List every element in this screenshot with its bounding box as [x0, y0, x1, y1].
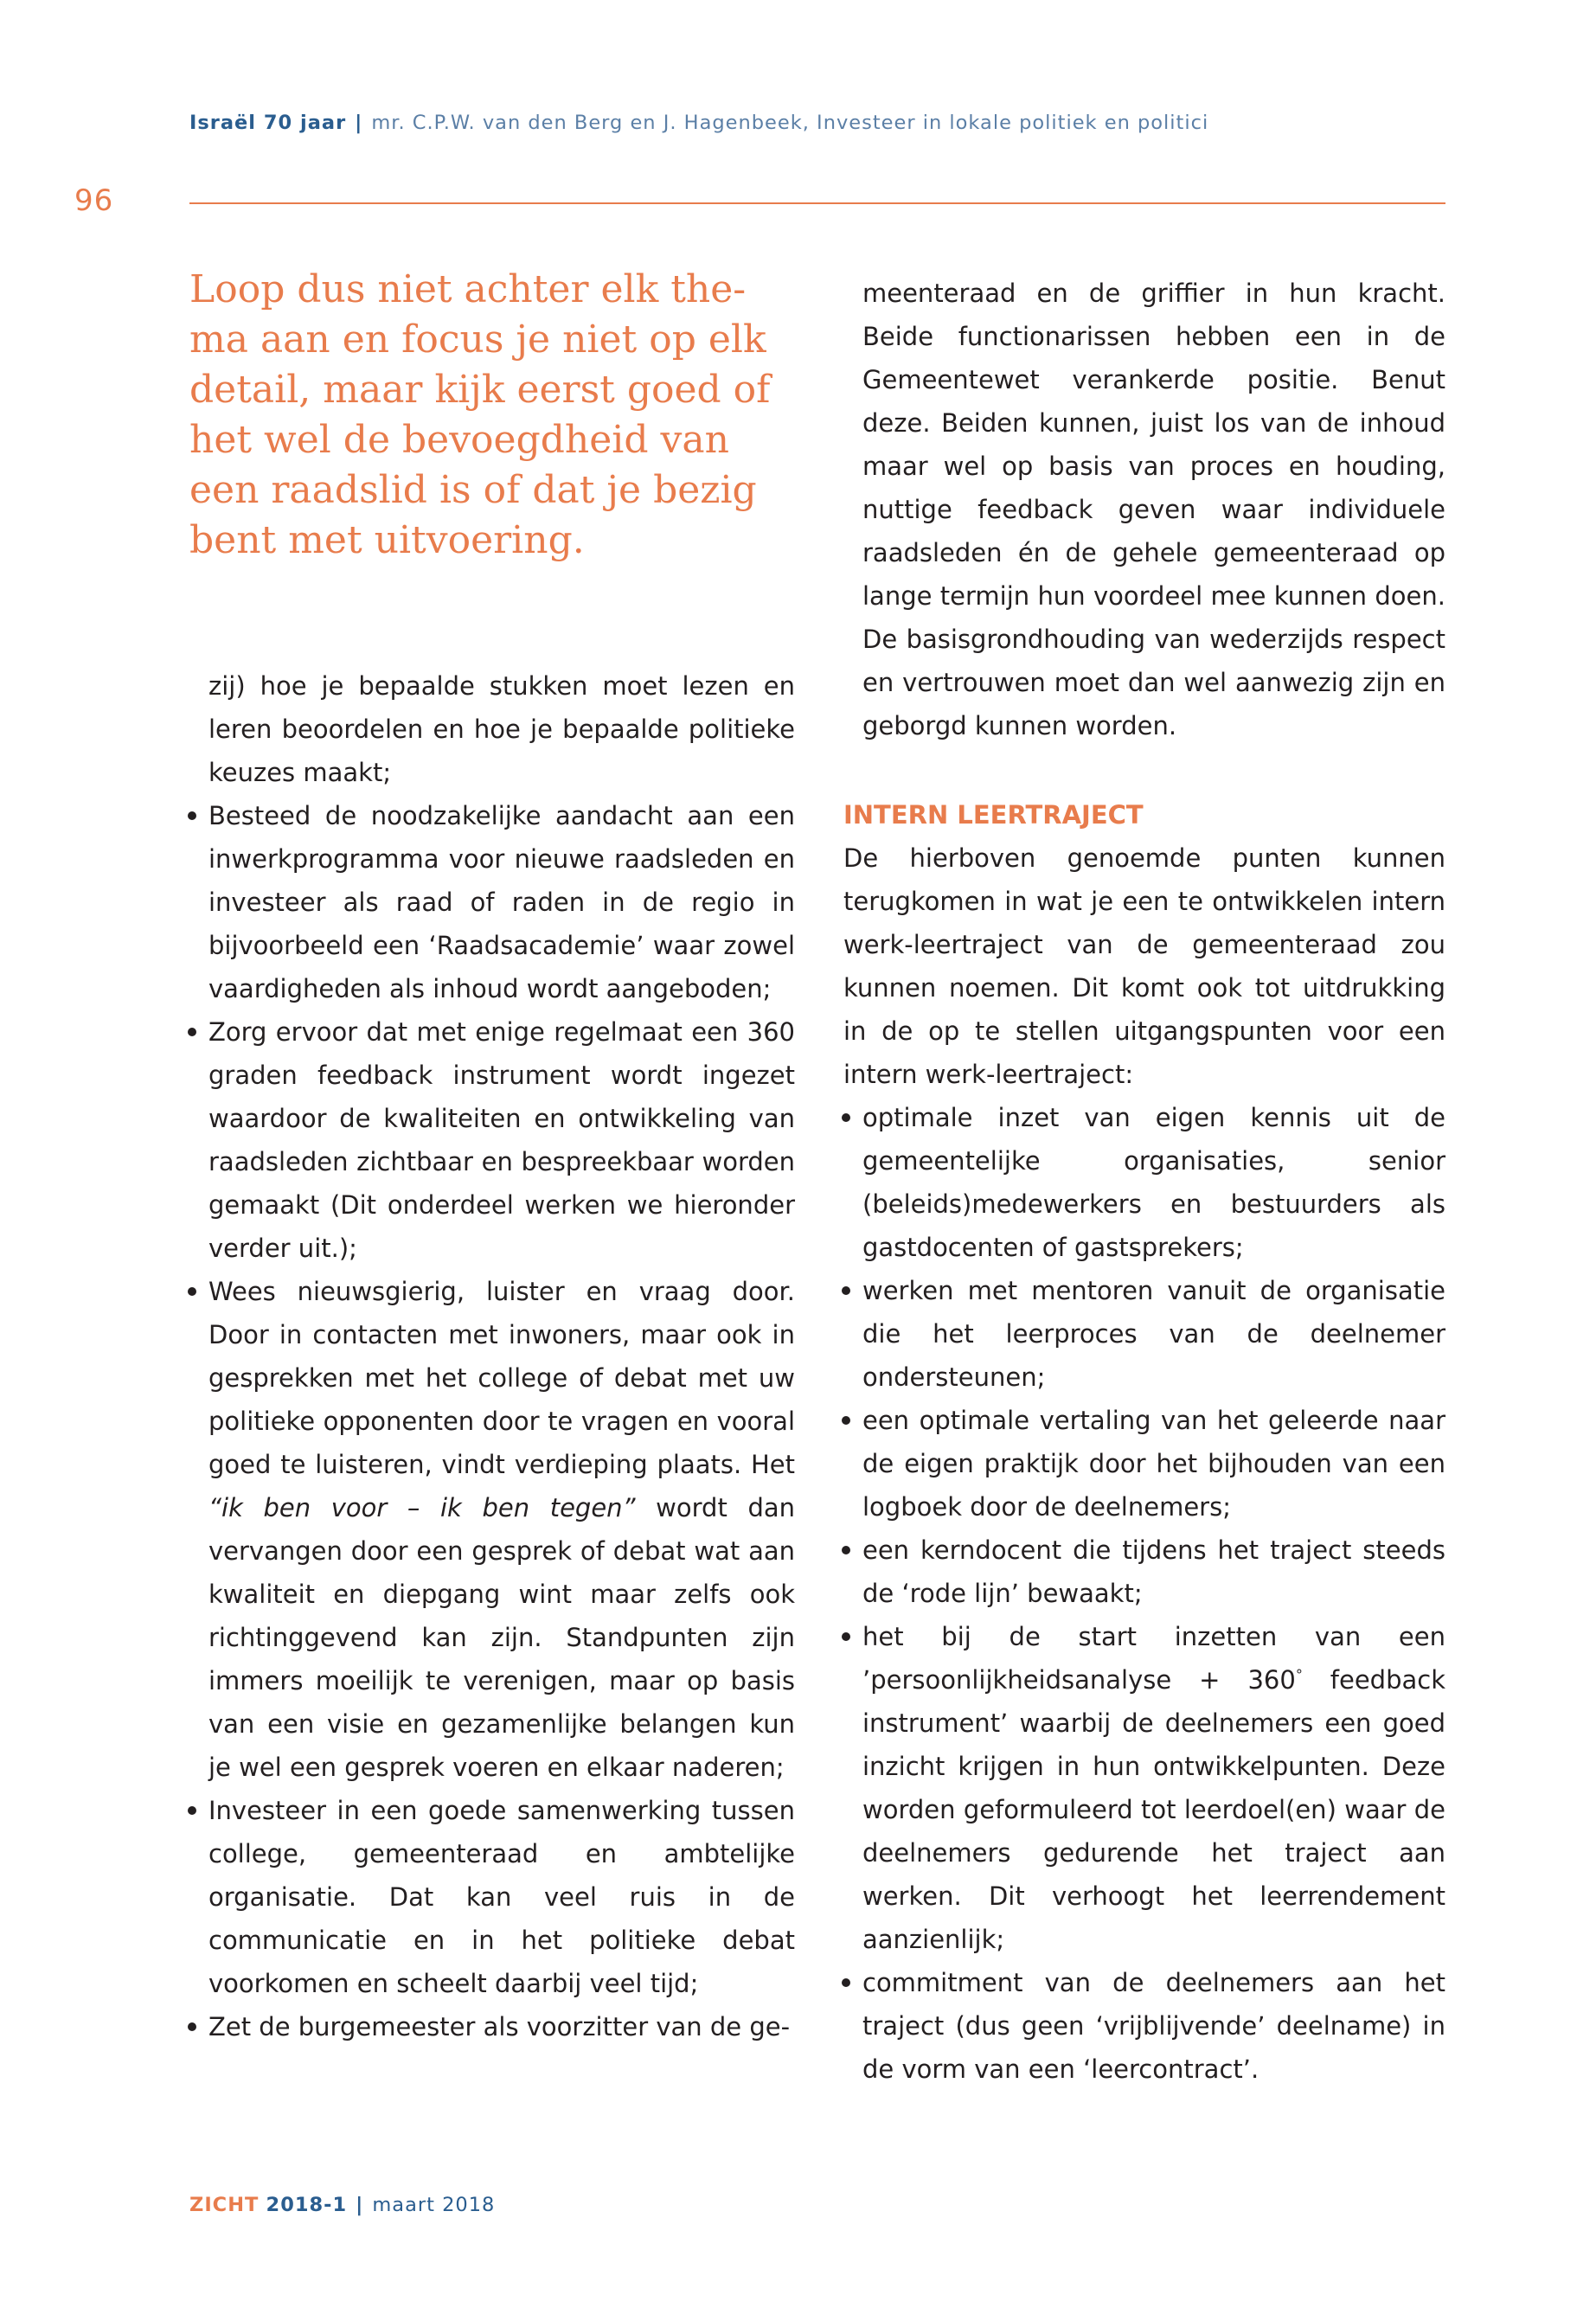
- list-item: optimale inzet van eigen kennis uit de gemeentelijke organisaties, senior (beleids)medewerkers en bestuurders als gastdocenten of gastsprekers;: [843, 1096, 1445, 1269]
- pull-quote-line: Loop dus niet achter elk the-: [189, 267, 747, 311]
- right-column-list: [843, 1096, 1445, 2091]
- pull-quote-line: het wel de bevoegdheid van: [189, 418, 729, 462]
- pull-quote-line: detail, maar kijk eerst goed of: [189, 368, 771, 412]
- footer-date: maart 2018: [372, 2194, 496, 2216]
- list-item: werken met mentoren vanuit de organisatie die het leerproces van de deelnemer ondersteunen;: [843, 1269, 1445, 1399]
- list-item: Investeer in een goede samenwerking tussen college, gemeenteraad en ambtelijke organisatie. Dat kan veel ruis in de communicatie en in het politieke debat voorkomen en scheelt daarbij veel tijd;: [189, 1789, 795, 2005]
- list-item: Zet de burgemeester als voorzitter van de ge-: [189, 2005, 795, 2048]
- running-footer: [189, 2194, 495, 2216]
- footer-magazine: ZICHT: [189, 2194, 260, 2216]
- list-item: Besteed de noodzakelijke aandacht aan een inwerkprogramma voor nieuwe raadsleden en investeer als raad of raden in de regio in bijvoorbeeld een ‘Raadsacademie’ waar zowel vaardigheden als inhoud wordt aangeboden;: [189, 794, 795, 1010]
- section-heading: INTERN LEERTRAJECT: [843, 800, 1144, 830]
- running-header: [189, 112, 1208, 134]
- list-item: een optimale vertaling van het geleerde naar de eigen praktijk door het bijhouden van een logboek door de deelnemers;: [843, 1399, 1445, 1529]
- list-item-text: feedback instrument’ waarbij de deelnemers een goed inzicht krijgen in hun ontwikkelpunten. Deze worden geformuleerd tot leerdoel(en) waar de deelnemers gedurende het traject aan werken. Dit verhoogt het leerrendement aanzienlijk;: [862, 1665, 1445, 1954]
- emphasis-quote: “ik ben voor – ik ben tegen”: [208, 1493, 636, 1522]
- list-item-continuation: zij) hoe je bepaalde stukken moet lezen en leren beoordelen en hoe je bepaalde politieke keuzes maakt;: [208, 671, 795, 787]
- pull-quote-line: bent met uitvoering.: [189, 518, 585, 562]
- degree-sign: °: [1295, 1666, 1303, 1683]
- list-item-text: Wees nieuwsgierig, luister en vraag door. Door in contacten met inwoners, maar ook in gesprekken met het college of debat met uw politieke opponenten door te vragen en vooral goed te luisteren, vindt verdieping plaats. Het: [208, 1277, 795, 1479]
- header-issue: Israël 70 jaar: [189, 112, 347, 134]
- pull-quote-line: ma aan en focus je niet op elk: [189, 317, 766, 362]
- page-number: 96: [74, 183, 114, 218]
- list-item-text: het bij de start inzetten van een ’persoonlijkheidsanalyse + 360: [862, 1622, 1445, 1695]
- header-rule: [189, 202, 1445, 204]
- header-separator: |: [355, 112, 363, 134]
- header-article-title: mr. C.P.W. van den Berg en J. Hagenbeek, Investeer in lokale politiek en politici: [371, 112, 1209, 134]
- section-intro: De hierboven genoemde punten kunnen terugkomen in wat je een te ontwikkelen intern werk-leertraject van de gemeenteraad zou kunnen noemen. Dit komt ook tot uitdrukking in de op te stellen uitgangspunten voor een intern werk-leertraject:: [843, 843, 1445, 1089]
- footer-separator: |: [356, 2194, 364, 2216]
- pull-quote-line: een raadslid is of dat je bezig: [189, 468, 757, 512]
- pull-quote: [189, 265, 812, 566]
- list-item: [843, 1615, 1445, 1961]
- right-column-continuation: meenteraad en de griffier in hun kracht. Beide functionarissen hebben een in de Gemeentewet verankerde positie. Benut deze. Beiden kunnen, juist los van de inhoud maar wel op basis van proces en houding, nuttige feedback geven waar individuele raadsleden én de gehele gemeenteraad op lange termijn hun voordeel mee kunnen doen. De basisgrondhouding van wederzijds respect en vertrouwen moet dan wel aanwezig zijn en geborgd kunnen worden.: [862, 279, 1445, 740]
- left-column-list: [189, 664, 795, 2048]
- list-item: [189, 1270, 795, 1789]
- list-item: een kerndocent die tijdens het traject steeds de ‘rode lijn’ bewaakt;: [843, 1529, 1445, 1615]
- footer-issue: 2018-1: [266, 2194, 348, 2216]
- list-item: Zorg ervoor dat met enige regelmaat een 360 graden feedback instrument wordt ingezet waardoor de kwaliteiten en ontwikkeling van raadsleden zichtbaar en bespreekbaar worden gemaakt (Dit onderdeel werken we hieronder verder uit.);: [189, 1010, 795, 1270]
- list-item: commitment van de deelnemers aan het traject (dus geen ‘vrijblijvende’ deelname) in de vorm van een ‘leercontract’.: [843, 1961, 1445, 2091]
- list-item-text: wordt dan vervangen door een gesprek of debat wat aan kwaliteit en diepgang wint maar zelfs ook richtinggevend kan zijn. Standpunten zijn immers moeilijk te verenigen, maar op basis van een visie en gezamenlijke belangen kun je wel een gesprek voeren en elkaar naderen;: [208, 1493, 796, 1782]
